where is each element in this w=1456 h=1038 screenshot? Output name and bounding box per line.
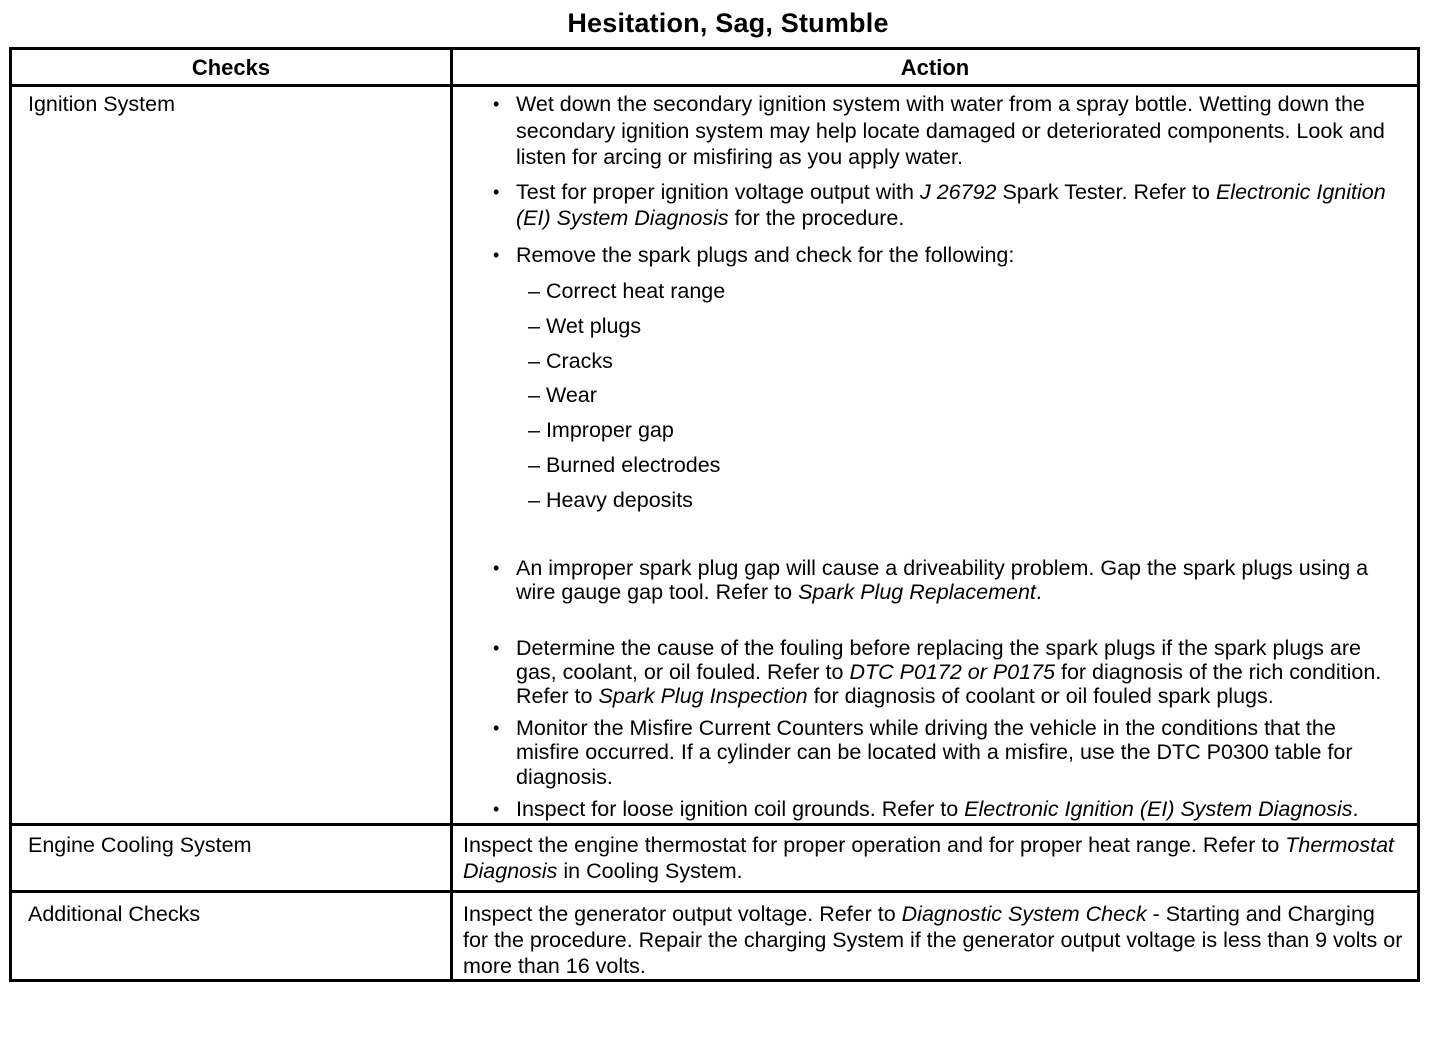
bullet-text: Inspect for loose ignition coil grounds. Refer to [516, 797, 965, 822]
plug-condition-list [516, 274, 1403, 518]
checks-column-header: Checks [11, 49, 452, 86]
list-item: – Burned electrodes [528, 448, 1403, 483]
page-title: Hesitation, Sag, Stumble [567, 8, 889, 38]
procedure-reference: Electronic Ignition (EI) System Diagnosis [516, 179, 1386, 230]
bullet-text: for diagnosis of coolant or oil fouled spark plugs. [807, 683, 1274, 708]
list-item: – Wet plugs [528, 309, 1403, 344]
check-engine-cooling: Engine Cooling System [11, 825, 452, 892]
bullet-text: for diagnosis of the rich condition. Refer to [516, 659, 1382, 708]
bullet-text: An improper spark plug gap will cause a driveability problem. Gap the spark plugs using a wire gauge gap tool. Refer to [516, 555, 1369, 604]
list-item: – Correct heat range [528, 274, 1403, 309]
bullet-text: Remove the spark plugs and check for the following: [516, 242, 1015, 267]
bullet-test-voltage [491, 179, 1403, 232]
action-column-header: Action [452, 49, 1419, 86]
procedure-reference: Spark Plug Replacement [798, 579, 1036, 604]
bullet-plug-gap [491, 556, 1403, 604]
procedure-reference: Diagnostic System Check [901, 902, 1147, 927]
action-text: Inspect the engine thermostat for proper operation and for proper heat range. Refer to [463, 833, 1286, 858]
bullet-misfire-counters: • Monitor the Misfire Current Counters while driving the vehicle in the conditions that the misfire occurred. If a cylinder can be located with a misfire, use the DTC P0300 table for diagnosis. [491, 716, 1403, 790]
action-additional [452, 892, 1419, 981]
bullet-fouling [491, 636, 1403, 708]
list-item: – Cracks [528, 344, 1403, 379]
bullet-text: Determine the cause of the fouling before replacing the spark plugs if the spark plugs are gas, coolant, or oil fouled. Refer to [516, 635, 1361, 684]
list-item: – Heavy deposits [528, 483, 1403, 518]
action-text: in Cooling System. [557, 859, 743, 884]
action-text: - Starting and Charging for the procedure. Repair the charging System if the generator output voltage is less than 9 volts or more than 16 volts. [463, 902, 1403, 979]
list-item: – Improper gap [528, 413, 1403, 448]
tool-reference: J 26792 [919, 179, 997, 204]
bullet-text: . [1035, 579, 1042, 604]
table-row-additional [11, 892, 1419, 981]
action-ignition-system [452, 86, 1419, 825]
bullet-wet-down: • Wet down the secondary ignition system with water from a spray bottle. Wetting down the secondary ignition system may help locate damaged or deteriorated components. Look and listen for arcing or misfiring as you apply water. [491, 91, 1403, 171]
table-row-ignition [11, 86, 1419, 825]
bullet-text: Spark Tester. Refer to [996, 179, 1216, 204]
action-engine-cooling [452, 825, 1419, 892]
procedure-reference: Electronic Ignition (EI) System Diagnosis [964, 797, 1353, 822]
procedure-reference: DTC P0172 or P0175 [849, 659, 1056, 684]
check-additional: Additional Checks [11, 892, 452, 981]
procedure-reference: Spark Plug Inspection [598, 683, 808, 708]
bullet-text: for the procedure. [728, 206, 905, 230]
procedure-reference: Thermostat Diagnosis [463, 833, 1395, 884]
bullet-text: Test for proper ignition voltage output with [516, 179, 920, 204]
diagnosis-table [9, 47, 1420, 982]
check-ignition-system: Ignition System [11, 86, 452, 825]
bullet-remove-plugs [491, 242, 1403, 518]
bullet-text: . [1352, 797, 1359, 822]
bullet-coil-grounds [491, 797, 1403, 823]
table-row-cooling [11, 825, 1419, 892]
list-item: – Wear [528, 378, 1403, 413]
table-header-row [11, 49, 1419, 86]
ignition-action-list [463, 91, 1403, 823]
action-text: Inspect the generator output voltage. Refer to [463, 902, 902, 927]
